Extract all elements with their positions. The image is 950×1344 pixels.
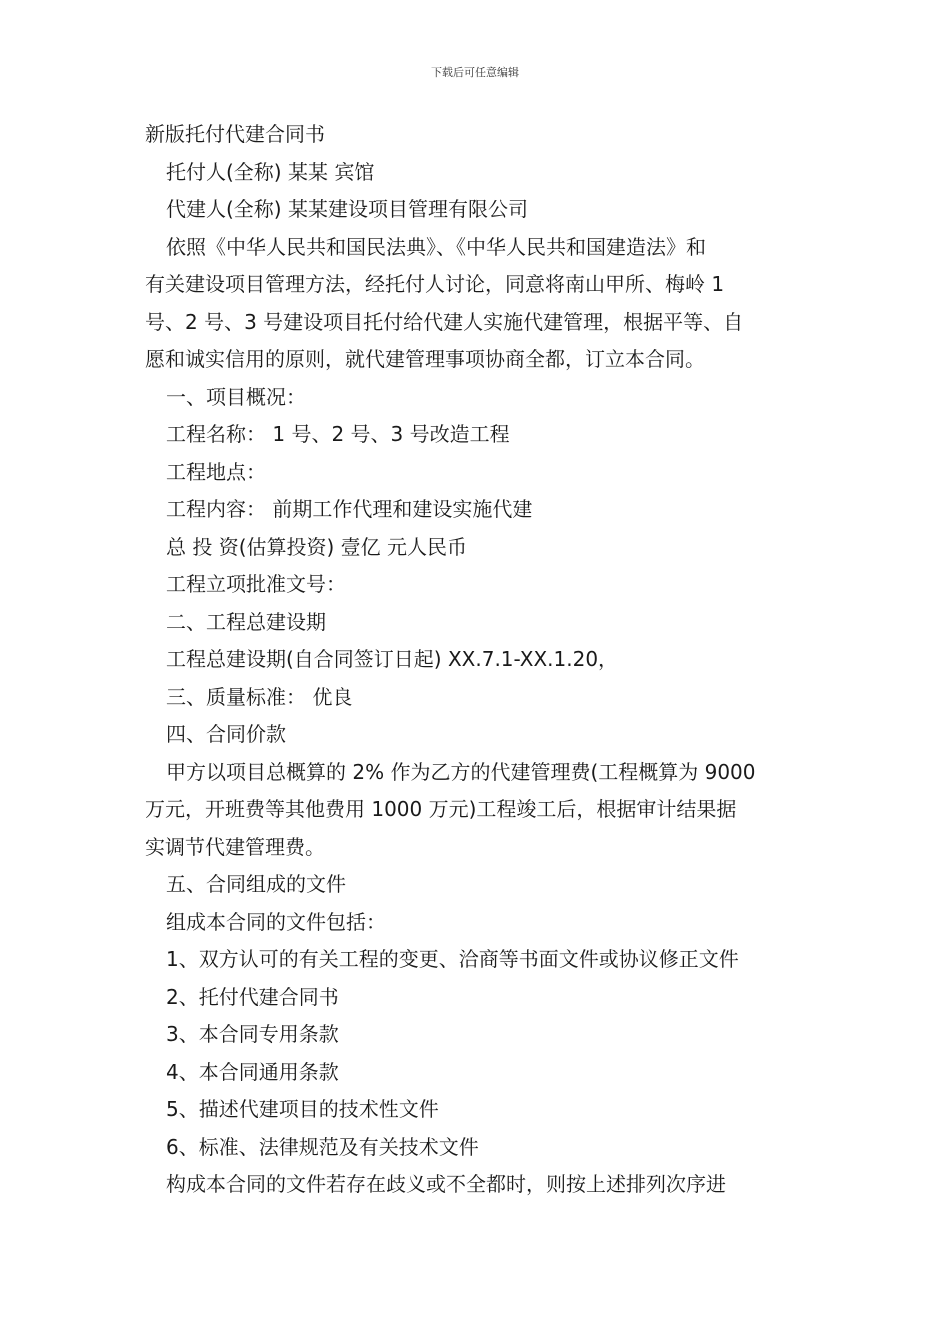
paragraph-line: 有关建设项目管理方法，经托付人讨论，同意将南山甲所、梅岭 1 bbox=[145, 272, 725, 296]
paragraph-line: 甲方以项目总概算的 2% 作为乙方的代建管理费(工程概算为 9000 bbox=[166, 759, 756, 784]
paragraph-line: 愿和诚实信用的原则，就代建管理事项协商全都，订立本合同。 bbox=[145, 347, 705, 371]
paragraph-line: 实调节代建管理费。 bbox=[145, 834, 325, 859]
list-item: 2、托付代建合同书 bbox=[166, 984, 339, 1009]
closing-paragraph bbox=[145, 1166, 813, 1204]
documents-intro-line: 组成本合同的文件包括： bbox=[166, 909, 386, 934]
price-paragraph bbox=[145, 754, 813, 867]
total-investment-line: 总 投 资(估算投资) 壹亿 元人民币 bbox=[166, 534, 468, 559]
agent-line: 代建人(全称) 某某建设项目管理有限公司 bbox=[166, 197, 528, 221]
approval-number-line: 工程立项批准文号： bbox=[166, 572, 346, 596]
intro-paragraph bbox=[145, 229, 813, 379]
list-item: 5、描述代建项目的技术性文件 bbox=[166, 1097, 439, 1121]
document-title: 新版托付代建合同书 bbox=[145, 122, 325, 146]
list-item: 3、本合同专用条款 bbox=[166, 1022, 339, 1046]
section-heading-quality: 三、质量标准： 优良 bbox=[166, 684, 353, 709]
list-item: 1、双方认可的有关工程的变更、洽商等书面文件或协议修正文件 bbox=[166, 947, 739, 971]
paragraph-line: 构成本合同的文件若存在歧义或不全都时，则按上述排列次序进 bbox=[166, 1172, 726, 1196]
paragraph-line: 万元，开班费等其他费用 1000 万元)工程竣工后，根据审计结果据 bbox=[145, 797, 737, 821]
section-heading-price: 四、合同价款 bbox=[166, 722, 286, 746]
section-heading-project-overview: 一、项目概况： bbox=[166, 384, 306, 409]
list-item: 4、本合同通用条款 bbox=[166, 1059, 339, 1084]
list-item: 6、标准、法律规范及有关技术文件 bbox=[166, 1134, 479, 1159]
principal-line: 托付人(全称) 某某 宾馆 bbox=[166, 159, 375, 184]
project-location-line: 工程地点： bbox=[166, 459, 266, 484]
paragraph-line: 依照《中华人民共和国民法典》、《中华人民共和国建造法》和 bbox=[166, 234, 706, 259]
project-content-line: 工程内容： 前期工作代理和建设实施代建 bbox=[166, 497, 533, 521]
document-body bbox=[145, 116, 813, 1204]
construction-period-line: 工程总建设期(自合同签订日起) XX.7.1-XX.1.20， bbox=[166, 647, 619, 671]
project-name-line: 工程名称： 1 号、2 号、3 号改造工程 bbox=[166, 422, 510, 446]
page-header: 下载后可任意编辑 bbox=[431, 66, 519, 79]
section-heading-construction-period: 二、工程总建设期 bbox=[166, 609, 326, 634]
paragraph-line: 号、2 号、3 号建设项目托付给代建人实施代建管理，根据平等、自 bbox=[145, 309, 744, 334]
section-heading-contract-documents: 五、合同组成的文件 bbox=[166, 872, 346, 896]
